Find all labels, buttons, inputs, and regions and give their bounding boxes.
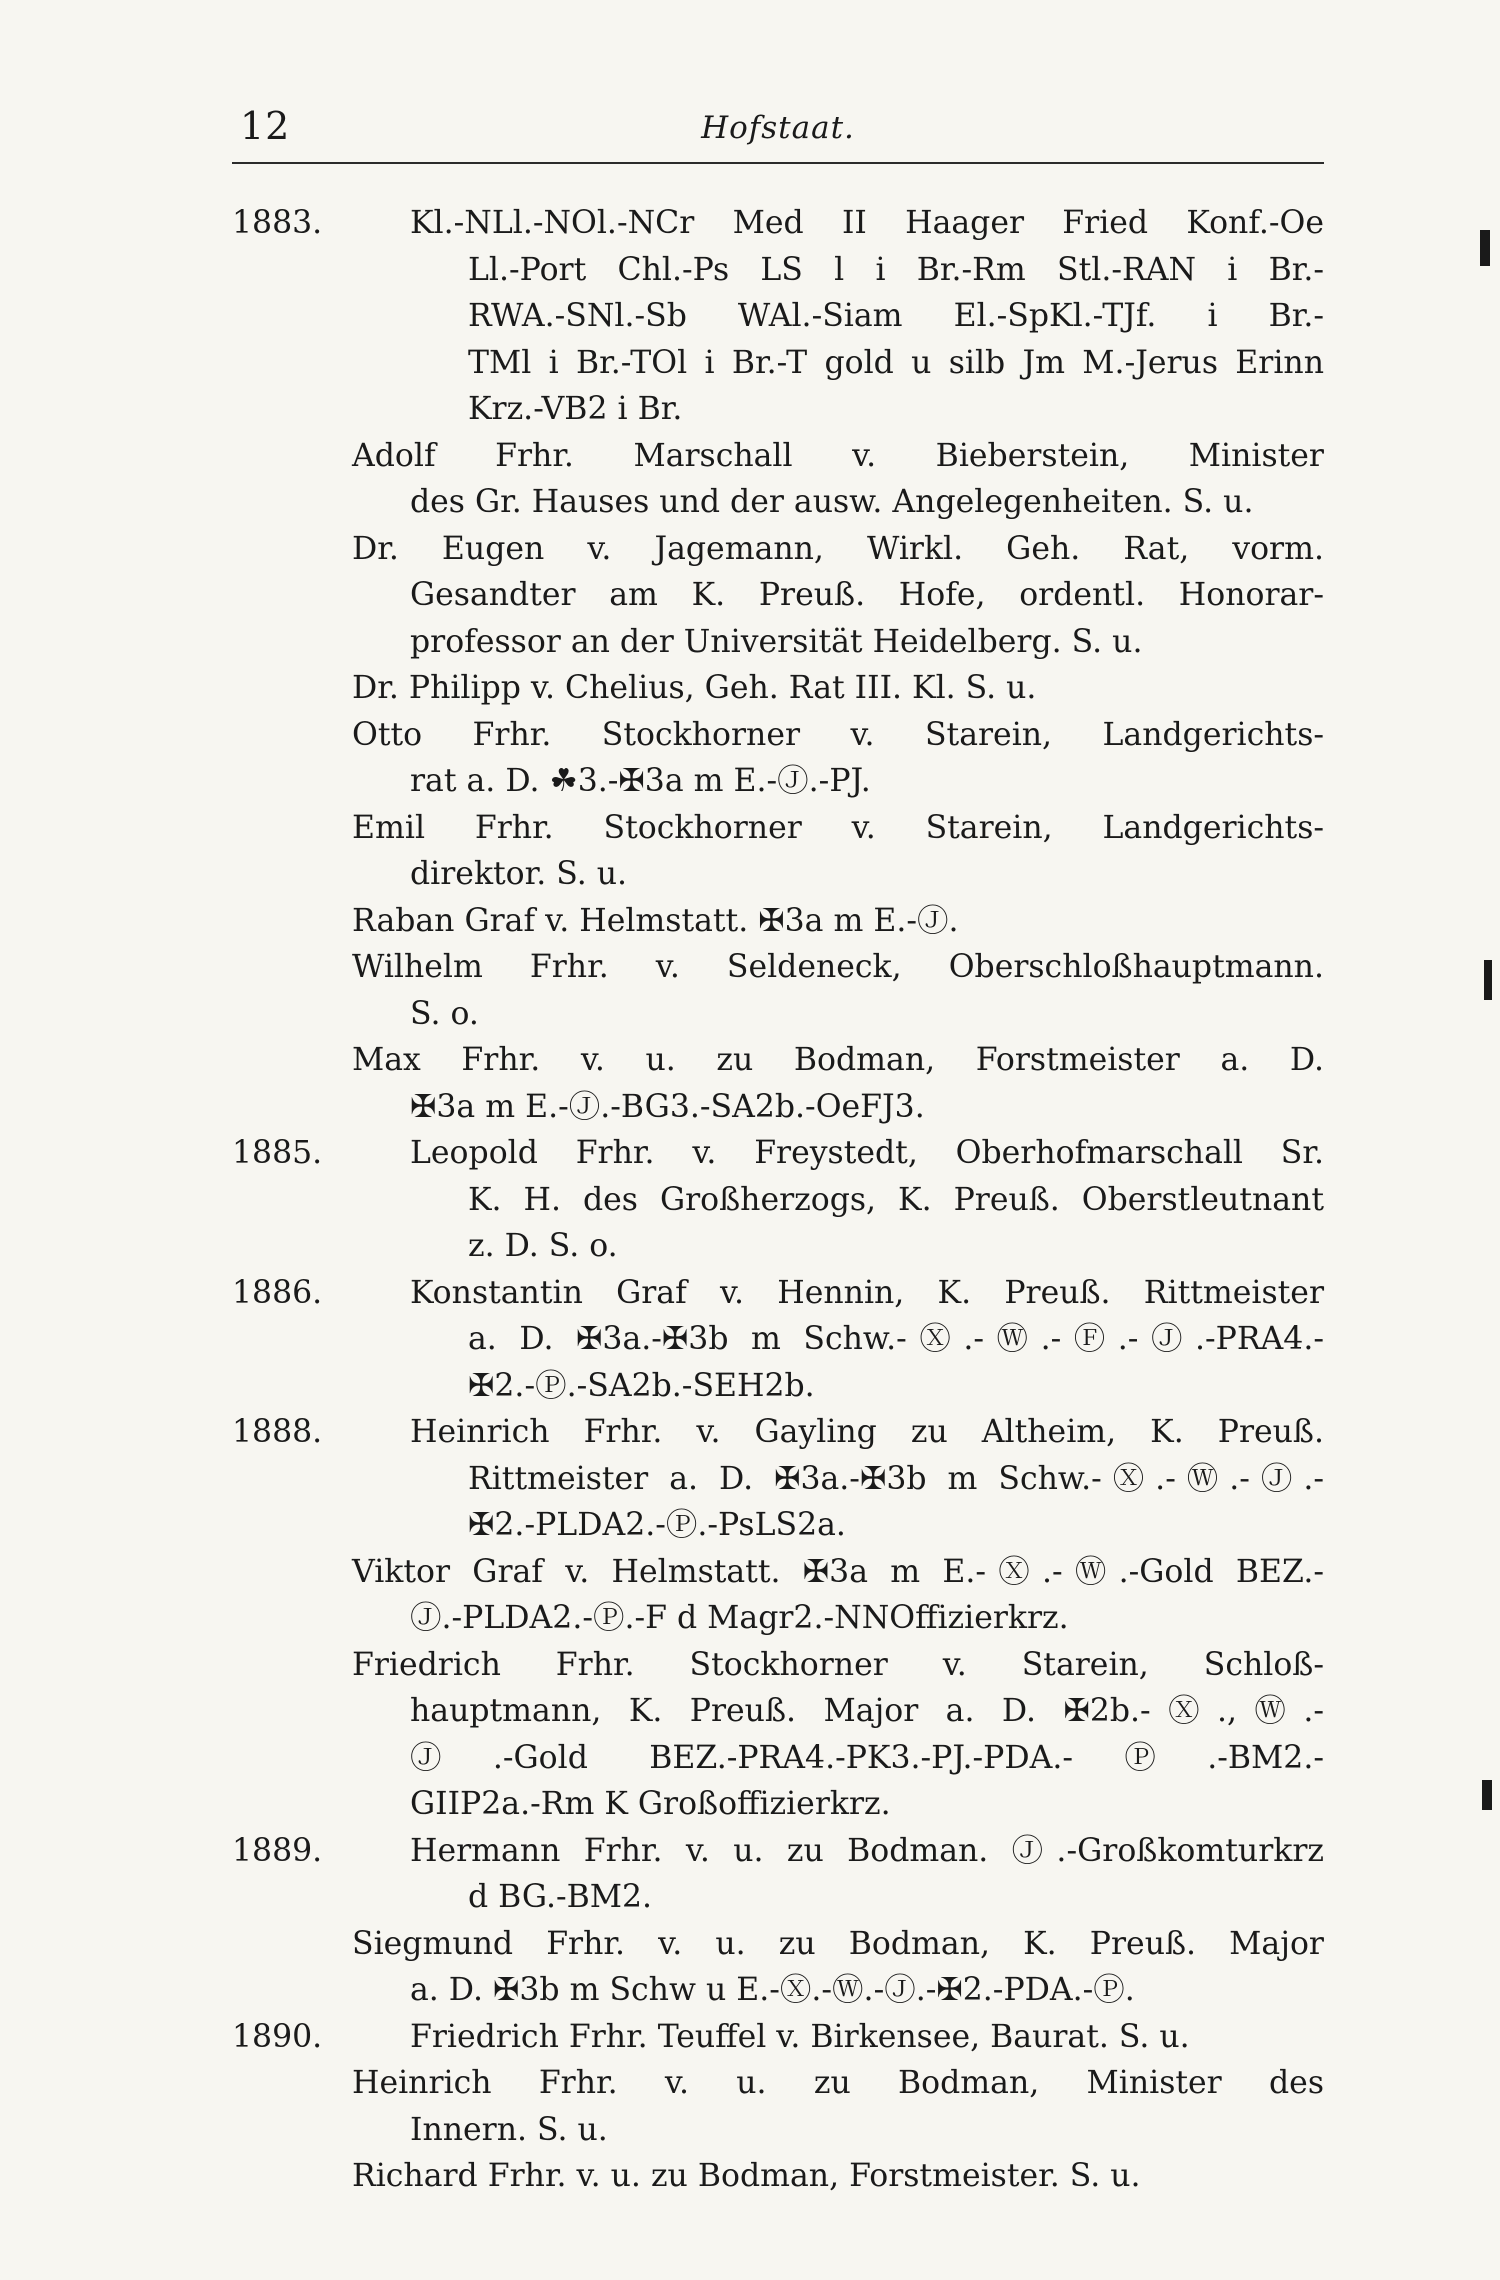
list-item — [232, 944, 1324, 1037]
scan-edge-mark — [1480, 230, 1490, 266]
entry-line: a. D. ✠3a.-✠3b m Schw.-Ⓧ.-Ⓦ.-Ⓕ.-Ⓙ.-PRA4.- — [468, 1321, 1324, 1357]
list-item — [232, 200, 1324, 433]
entry-line: Ⓙ.-Gold BEZ.-PRA4.-PK3.-PJ.-PDA.-Ⓟ.-BM2.- — [410, 1739, 1324, 1776]
entry-year: 1886. — [232, 1274, 323, 1311]
entry-line: Adolf Frhr. Marschall v. Bieberstein, Minister — [352, 437, 1324, 474]
running-title: Hofstaat. — [701, 110, 855, 146]
scan-edge-mark — [1484, 960, 1492, 1000]
entry-year: 1885. — [232, 1135, 323, 1171]
entry-line: Siegmund Frhr. v. u. zu Bodman, K. Preuß. Major — [352, 1925, 1324, 1962]
list-item — [232, 526, 1324, 666]
entry-line: Ⓙ.-PLDA2.-Ⓟ.-F d Magr2.-NNOffizierkrz. — [410, 1600, 1069, 1636]
entry-line: Innern. S. u. — [410, 2111, 608, 2148]
entry-line: d BG.-BM2. — [468, 1879, 653, 1915]
entry-line: Friedrich Frhr. Stockhorner v. Starein, Schloß- — [352, 1646, 1324, 1683]
entry-line: Wilhelm Frhr. v. Seldeneck, Oberschloßhauptmann. — [352, 949, 1324, 985]
entry-line: Gesandter am K. Preuß. Hofe, ordentl. Honorar- — [410, 577, 1324, 613]
entry-year: 1883. — [232, 205, 323, 241]
entry-line: rat a. D. ☘3.-✠3a m E.-Ⓙ.-PJ. — [410, 763, 871, 799]
entry-line: ✠2.-Ⓟ.-SA2b.-SEH2b. — [468, 1367, 815, 1404]
list-item — [232, 2060, 1324, 2153]
list-item — [232, 2014, 1324, 2061]
list-item — [232, 805, 1324, 898]
list-item — [232, 433, 1324, 526]
entry-line: K. H. des Großherzogs, K. Preuß. Oberstleutnant — [468, 1181, 1324, 1218]
entry-line: z. D. S. o. — [468, 1228, 618, 1264]
list-item — [232, 1921, 1324, 2014]
page-header — [232, 100, 1324, 160]
entry-year: 1889. — [232, 1832, 323, 1869]
entry-line: Krz.-VB2 i Br. — [468, 391, 683, 427]
entry-line: Rittmeister a. D. ✠3a.-✠3b m Schw.-Ⓧ.-Ⓦ.-Ⓙ.- — [468, 1460, 1324, 1497]
entry-year: 1890. — [232, 2018, 323, 2055]
header-rule — [232, 162, 1324, 164]
entry-line: Ll.-Port Chl.-Ps LS l i Br.-Rm Stl.-RAN i Br.- — [468, 251, 1324, 288]
list-item — [232, 2153, 1324, 2200]
entry-line: Emil Frhr. Stockhorner v. Starein, Landgerichts- — [352, 809, 1324, 846]
entry-line: Heinrich Frhr. v. u. zu Bodman, Minister des — [352, 2065, 1324, 2101]
entries-list — [232, 200, 1324, 2200]
entry-line: professor an der Universität Heidelberg. S. u. — [410, 623, 1143, 660]
scan-edge-mark — [1482, 1780, 1492, 1810]
list-item — [232, 898, 1324, 945]
list-item — [232, 1130, 1324, 1270]
entry-line: Kl.-NLl.-NOl.-NCr Med II Haager Fried Konf.-Oe — [410, 205, 1324, 241]
list-item — [232, 1642, 1324, 1828]
entry-line: ✠3a m E.-Ⓙ.-BG3.-SA2b.-OeFJ3. — [410, 1088, 925, 1125]
list-item — [232, 1828, 1324, 1921]
entry-line: Max Frhr. v. u. zu Bodman, Forstmeister a. D. — [352, 1042, 1324, 1078]
list-item — [232, 1037, 1324, 1130]
entry-line: GIIP2a.-Rm K Großoffizierkrz. — [410, 1786, 891, 1822]
entry-line: Hermann Frhr. v. u. zu Bodman. Ⓙ.-Großkomturkrz — [410, 1832, 1324, 1869]
list-item — [232, 1270, 1324, 1410]
entry-line: Konstantin Graf v. Hennin, K. Preuß. Rittmeister — [410, 1274, 1324, 1311]
entry-line: RWA.-SNl.-Sb WAl.-Siam El.-SpKl.-TJf. i Br.- — [468, 298, 1324, 334]
list-item — [232, 1409, 1324, 1549]
entry-line: Viktor Graf v. Helmstatt. ✠3a m E.-Ⓧ.-Ⓦ.-Gold BEZ.- — [352, 1553, 1324, 1590]
entry-line: Richard Frhr. v. u. zu Bodman, Forstmeister. S. u. — [352, 2158, 1141, 2194]
entry-line: des Gr. Hauses und der ausw. Angelegenheiten. S. u. — [410, 484, 1254, 520]
entry-line: Otto Frhr. Stockhorner v. Starein, Landgerichts- — [352, 716, 1324, 753]
entry-line: Dr. Eugen v. Jagemann, Wirkl. Geh. Rat, vorm. — [352, 530, 1324, 567]
list-item — [232, 665, 1324, 712]
page-number: 12 — [240, 104, 291, 148]
entry-line: Raban Graf v. Helmstatt. ✠3a m E.-Ⓙ. — [352, 902, 959, 939]
list-item — [232, 712, 1324, 805]
entry-line: Friedrich Frhr. Teuffel v. Birkensee, Baurat. S. u. — [410, 2018, 1190, 2055]
list-item — [232, 1549, 1324, 1642]
entry-line: Dr. Philipp v. Chelius, Geh. Rat III. Kl. S. u. — [352, 670, 1037, 706]
entry-line: Leopold Frhr. v. Freystedt, Oberhofmarschall Sr. — [410, 1135, 1324, 1171]
entry-line: ✠2.-PLDA2.-Ⓟ.-PsLS2a. — [468, 1507, 846, 1543]
entry-year: 1888. — [232, 1414, 323, 1450]
entry-line: direktor. S. u. — [410, 856, 628, 892]
entry-line: S. o. — [410, 995, 479, 1032]
entry-line: a. D. ✠3b m Schw u E.-Ⓧ.-Ⓦ.-Ⓙ.-✠2.-PDA.-Ⓟ. — [410, 1972, 1135, 2008]
entry-line: TMl i Br.-TOl i Br.-T gold u silb Jm M.-Jerus Erinn — [468, 344, 1324, 381]
entry-line: hauptmann, K. Preuß. Major a. D. ✠2b.-Ⓧ.,Ⓦ.- — [410, 1693, 1324, 1729]
entry-line: Heinrich Frhr. v. Gayling zu Altheim, K. Preuß. — [410, 1414, 1324, 1450]
